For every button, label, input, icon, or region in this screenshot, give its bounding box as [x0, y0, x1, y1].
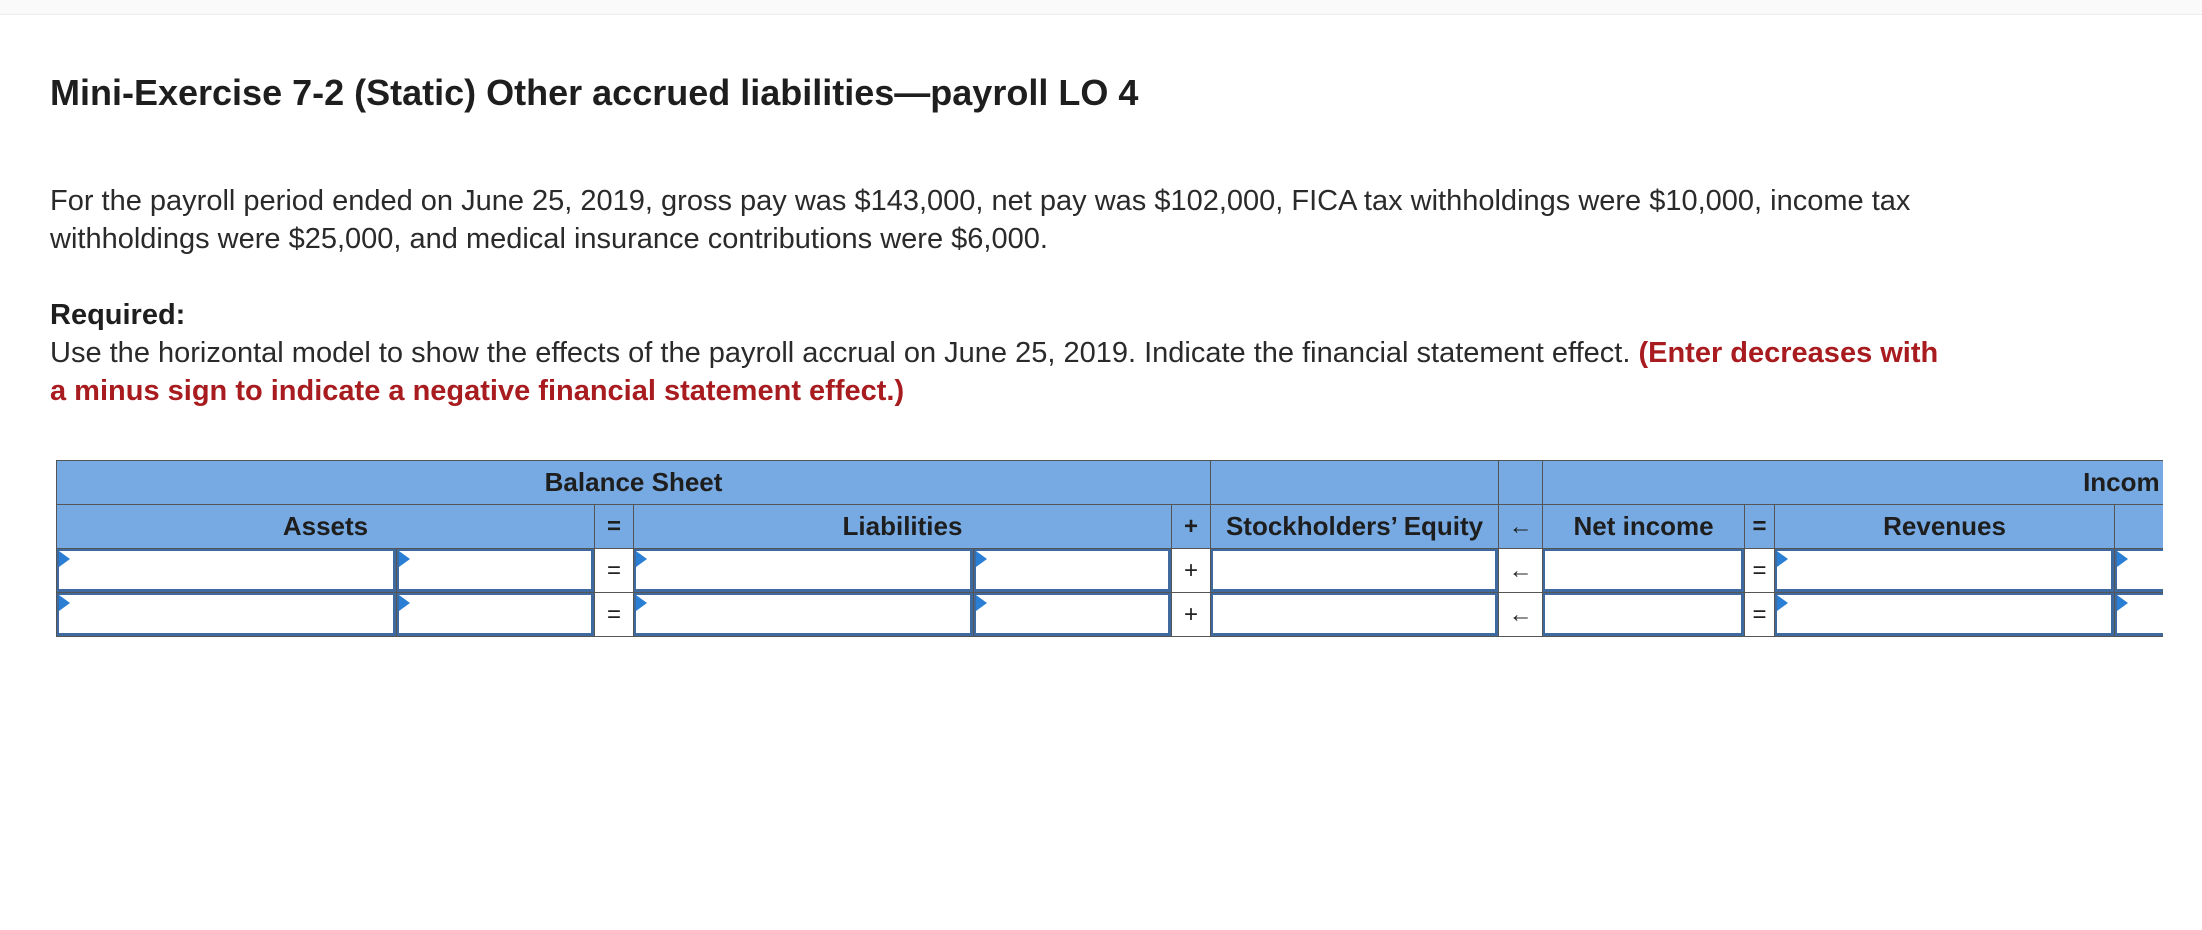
row2-net-income-cell[interactable] [1543, 593, 1745, 637]
row1-assets-account-select[interactable] [57, 549, 397, 593]
row1-liabilities-amount-cell[interactable] [974, 549, 1172, 593]
horizontal-model-table [56, 460, 2163, 648]
equity-group-header-blank [1211, 461, 1499, 505]
liabilities-header: Liabilities [634, 505, 1172, 549]
row2-equals-sign: = [595, 593, 634, 637]
row2-assets-account-input[interactable] [57, 593, 396, 636]
row2-equity-input[interactable] [1211, 593, 1498, 636]
row1-liabilities-account-select[interactable] [634, 549, 974, 593]
required-label: Required: [50, 299, 186, 331]
row2-plus-sign: + [1172, 593, 1211, 637]
row2-liabilities-account-select[interactable] [634, 593, 974, 637]
row1-revenues-amount-cell[interactable] [2115, 549, 2163, 593]
row2-liabilities-amount-input[interactable] [974, 593, 1171, 636]
row1-revenues-account-select[interactable] [1775, 549, 2115, 593]
row2-equity-cell[interactable] [1211, 593, 1499, 637]
group-header-row [57, 461, 2164, 505]
equals-header: = [595, 505, 634, 549]
row1-revenues-account-input[interactable] [1775, 549, 2114, 592]
arrow-header: ← [1499, 505, 1543, 549]
row2-assets-amount-input[interactable] [397, 593, 594, 636]
arrow-group-header-blank [1499, 461, 1543, 505]
row1-liabilities-amount-input[interactable] [974, 549, 1171, 592]
row2-assets-account-select[interactable] [57, 593, 397, 637]
row1-liabilities-account-input[interactable] [634, 549, 973, 592]
expenses-header-clipped [2115, 505, 2163, 549]
row1-assets-amount-input[interactable] [397, 549, 594, 592]
row2-revenues-account-select[interactable] [1775, 593, 2115, 637]
row2-arrow-sign: ← [1499, 593, 1543, 637]
entry-row-2 [57, 593, 2164, 637]
row2-revenues-account-input[interactable] [1775, 593, 2114, 636]
equals2-header: = [1745, 505, 1775, 549]
entry-row-1 [57, 549, 2164, 593]
row1-equity-cell[interactable] [1211, 549, 1499, 593]
row2-net-income-input[interactable] [1543, 593, 1744, 636]
row1-net-income-cell[interactable] [1543, 549, 1745, 593]
row1-equals-sign: = [595, 549, 634, 593]
stockholders-equity-header: Stockholders’ Equity [1211, 505, 1499, 549]
row2-revenues-amount-input[interactable] [2115, 593, 2163, 636]
column-header-row [57, 505, 2164, 549]
row1-equity-input[interactable] [1211, 549, 1498, 592]
page-title: Mini-Exercise 7-2 (Static) Other accrued liabilities—payroll LO 4 [50, 72, 1139, 113]
row2-assets-amount-cell[interactable] [397, 593, 595, 637]
row2-revenues-amount-cell[interactable] [2115, 593, 2163, 637]
row1-equals2-sign: = [1745, 549, 1775, 593]
row2-liabilities-amount-cell[interactable] [974, 593, 1172, 637]
row1-assets-amount-cell[interactable] [397, 549, 595, 593]
row2-liabilities-account-input[interactable] [634, 593, 973, 636]
problem-description: For the payroll period ended on June 25, 2019, gross pay was $143,000, net pay was $102,000, FICA tax withholdings were $10,000, income tax withholdings were $25,000, and medical insurance contributions were $6,000. [50, 185, 1911, 255]
instruction [50, 334, 1950, 410]
top-strip [0, 0, 2202, 15]
balance-sheet-header: Balance Sheet [57, 461, 1211, 505]
plus-header: + [1172, 505, 1211, 549]
income-statement-label: Incom [2083, 467, 2160, 497]
row1-plus-sign: + [1172, 549, 1211, 593]
instruction-text: Use the horizontal model to show the effects of the payroll accrual on June 25, 2019. Indicate the financial statement effect. [50, 337, 1631, 369]
income-statement-header [1543, 461, 2163, 505]
row1-net-income-input[interactable] [1543, 549, 1744, 592]
row1-arrow-sign: ← [1499, 549, 1543, 593]
row1-assets-account-input[interactable] [57, 549, 396, 592]
net-income-header: Net income [1543, 505, 1745, 549]
assets-header: Assets [57, 505, 595, 549]
row1-revenues-amount-input[interactable] [2115, 549, 2163, 592]
row2-equals2-sign: = [1745, 593, 1775, 637]
revenues-header: Revenues [1775, 505, 2115, 549]
instruction-note: (Enter decreases with a minus sign to indicate a negative financial statement effect.) [50, 337, 1939, 407]
